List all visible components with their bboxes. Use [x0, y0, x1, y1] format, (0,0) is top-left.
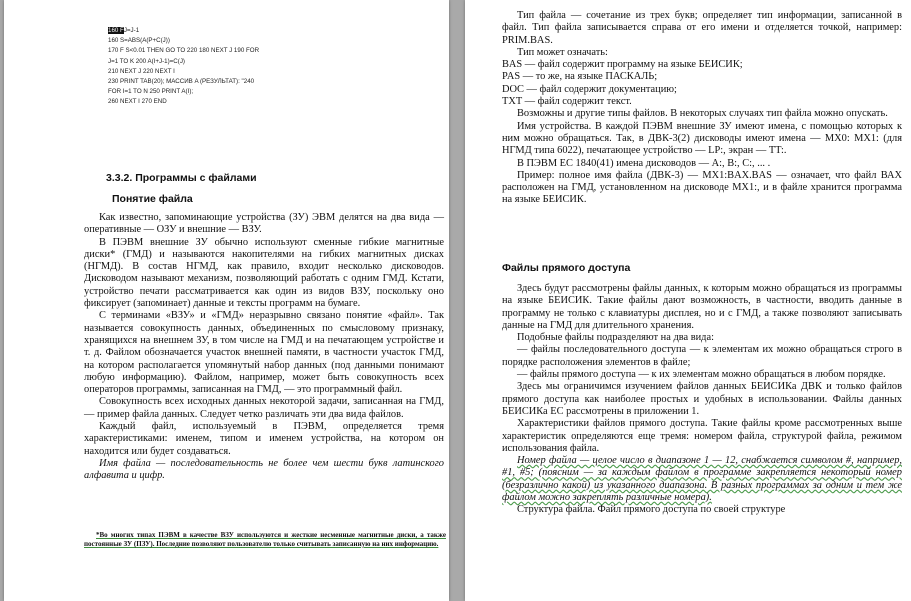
paragraph: Здесь будут рассмотрены файлы данных, к которым можно обращаться из программы на языке БЕИСИК. Такие файлы дают возможность, в частности, вводить данные в программу не только с клавиатуры дисплея, но и с ГМД, а также позволяют записывать данные на ГМД для длительного хранения. — [502, 283, 902, 331]
left-page — [4, 0, 449, 601]
paragraph: В ПЭВМ внешние ЗУ обычно используют сменные гибкие магнитные диски* (ГМД) и называются накопителями на гибких магнитных дисках (НГМД). В состав НГМД, как правило, входит несколько дисководов. Дисководом называют механизм, позволяющий работать с одним ГМД. Кстати, устройство печати рассматривается как один из видов ВЗУ, поскольку оно фиксирует (запоминает) данные и тексты программ на бумаге. — [84, 236, 444, 310]
code-line: 210 NEXT J 220 NEXT I — [108, 67, 175, 75]
paragraph: Имя устройства. В каждой ПЭВМ внешние ЗУ имеют имена, с помощью которых к ним можно обращаться. Так, в ДВК-3(2) дисководы имеют имена — МХ0: МХ1: (для НГМД типа 6022), печатающее устройство — LP:, экран — TT:. — [502, 120, 902, 157]
paragraph: Как известно, запоминающие устройства (ЗУ) ЭВМ делятся на два вида — оперативные — ОЗУ и внешние — ВЗУ. — [84, 212, 444, 236]
code-line: 170 F S<0.01 THEN GO TO 220 180 NEXT J 190 FOR — [108, 47, 260, 55]
code-line: 230 PRINT TAB(20); МАССИВ A (РЕЗУЛЬТАТ): "240 — [108, 78, 255, 86]
paragraph: Подобные файлы подразделяют на два вида: — [517, 332, 714, 344]
paragraph: — файлы последовательного доступа — к элементам их можно обращаться строго в порядке расположения элементов в файле; — [502, 344, 902, 368]
paragraph: Каждый файл, используемый в ПЭВМ, определяется тремя характеристиками: именем, типом и именем устройства, на котором он находится или будет создаваться. — [84, 421, 444, 457]
section-heading: Файлы прямого доступа — [502, 262, 631, 274]
section-heading: 3.3.2. Программы с файлами — [106, 172, 257, 184]
paragraph: Тип может означать: — [517, 46, 608, 58]
body-text — [84, 212, 444, 483]
code-line: 160 S=ABS(A(P+C(J)) — [108, 37, 170, 45]
code-line: J=1 TO K 200 A(I+J-1)=C(J) — [108, 57, 185, 65]
paragraph: Имя файла — последовательность не более чем шести букв латинского алфавита и цифр. — [84, 457, 444, 482]
code-line: 260 NEXT I 270 END — [108, 98, 167, 106]
paragraph: Характеристики файлов прямого доступа. Такие файлы кроме рассмотренных выше характеристик определяются еще тремя: номером файла, структурой файла, режимом использования файла. — [502, 418, 902, 454]
list-item: PAS — то же, на языке ПАСКАЛЬ; — [502, 71, 658, 83]
code-listing — [108, 26, 408, 108]
paragraph: Совокупность всех исходных данных некоторой задачи, записанная на ГМД, — пример файла данных. Следует четко различать эти два вида файлов. — [84, 396, 444, 420]
paragraph: Структура файла. Файл прямого доступа по своей структуре — [517, 504, 786, 516]
paragraph: Здесь мы ограничимся изучением файлов данных БЕИСИКа ДВК и только файлов прямого доступа как наиболее простых и удобных в использовании. Файлы данных БЕИСИКа ЕС рассмотрены в приложении 1. — [502, 381, 902, 417]
list-item: BAS — файл содержит программу на языке БЕИСИК; — [502, 59, 743, 71]
paragraph: — файлы прямого доступа — к их элементам можно обращаться в любом порядке. — [517, 369, 886, 381]
list-item: DOC — файл содержит документацию; — [502, 83, 677, 95]
subheading: Понятие файла — [112, 193, 193, 205]
footnote: *Во многих типах ПЭВМ в качестве ВЗУ используются и жесткие несменные магнитные диски, а также постоянные ЗУ (ПЗУ). Последние позволяют пользователю только считывать записанную на них информацию. — [84, 531, 446, 548]
code-line: FOR I=1 TO N 250 PRINT A(I); — [108, 88, 194, 96]
paragraph: Пример: полное имя файла (ДВК-3) — MX1:BAX.BAS — означает, что файл ВАХ расположен на ГМД, установленном на дисководе МХ1:, и в файле хранится программа на языке БЕИСИК. — [502, 169, 902, 206]
paragraph: Номер файла — целое число в диапазоне 1 — 12, снабжается символом #, например, #1, #5; (поясним — за каждым файлом в программе закрепляется некоторый номер (безразлично какой) из указанного диапазона. В разных программах за одним и тем же файлом можно закреплять различные номера). — [502, 455, 902, 504]
body-text-top — [502, 10, 902, 207]
right-page — [465, 0, 911, 601]
body-text-bottom — [502, 283, 902, 517]
code-line: 160 FJ=J-1 — [108, 27, 140, 34]
paragraph: Тип файла — сочетание из трех букв; определяет тип информации, записанной в файл. Тип файла записывается справа от его имени и отделяется точкой, например: PRIM.BAS. — [502, 10, 902, 46]
list-item: TXT — файл содержит текст. — [502, 96, 632, 108]
code-selection[interactable]: 160 F — [108, 27, 124, 34]
paragraph: В ПЭВМ ЕС 1840(41) имена дисководов — A:, B:, C:, ... . — [517, 157, 771, 169]
paragraph: С терминами «ВЗУ» и «ГМД» неразрывно связано понятие «файл». Так называется совокупность данных, объединенных по смысловому признаку, хранящихся на внешнем ЗУ, в том числе на ГМД и на печатающем устройстве и т. д. Файлом обозначается участок внешней памяти, в частности участок ГМД, на котором располагается упомянутый набор данных (под данными понимают любую информацию). Файлом, например, может быть совокупность всех операторов программы, записанная на ГМД, — это программный файл. — [84, 310, 444, 396]
paragraph: Возможны и другие типы файлов. В некоторых случаях тип файла можно опускать. — [517, 108, 888, 120]
